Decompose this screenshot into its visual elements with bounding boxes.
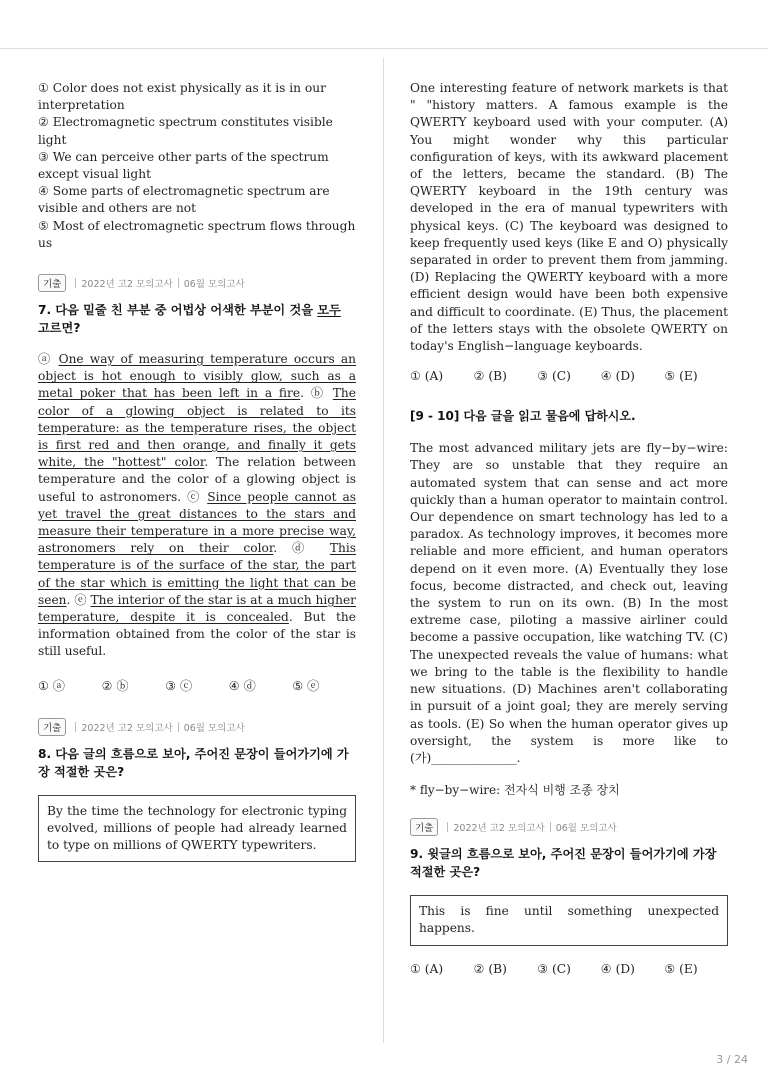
underline-a: One way of measuring temperature occurs an object is hot enough to visibly glow, such as a metal poker that has been left in a fire	[38, 352, 356, 401]
separator	[178, 278, 179, 288]
q9-month: 06월 모의고사	[555, 823, 617, 835]
q9-choice-4[interactable]: ④ (D)	[600, 961, 635, 976]
q7-source-row	[38, 274, 356, 292]
separator	[75, 722, 76, 732]
q7-title-text: 7. 다음 밑줄 친 부분 중 어법상 어색한 부분이 것을	[38, 303, 318, 318]
right-column	[410, 80, 728, 976]
q8-choice-4[interactable]: ④ (D)	[600, 369, 635, 384]
section-title: [9 - 10] 다음 글을 읽고 물음에 답하시오.	[410, 409, 636, 424]
q7-choice-5[interactable]: ⑤ ⓔ	[292, 678, 320, 693]
separator	[550, 822, 551, 832]
q7-answer-choices	[38, 677, 356, 694]
q7-year: 2022년 고2 모의고사	[81, 279, 173, 291]
q7-tag-badge: 기출	[38, 274, 66, 292]
passage-middle: . The relation between temperature and the color of a glowing object is useful to astronomers. ⓒ	[38, 455, 356, 504]
q7-choice-4[interactable]: ④ ⓓ	[228, 678, 256, 693]
mark-d: . ⓓ	[273, 541, 330, 556]
q9-source-row	[410, 818, 728, 836]
q8-year: 2022년 고2 모의고사	[81, 722, 173, 734]
underline-e: The interior of the star is at a much higher temperature, despite it is concealed	[38, 592, 356, 625]
passage-end: . But the information obtained from the color of the star is still useful.	[38, 610, 356, 659]
underline-c: Since people cannot as yet travel the great distances to the stars and measure their temperature in a more precise way, astronomers rely on their color	[38, 489, 356, 556]
q9-answer-choices	[410, 962, 728, 976]
left-column	[38, 80, 356, 862]
separator	[447, 822, 448, 832]
separator	[75, 278, 76, 288]
q9-choice-2[interactable]: ② (B)	[473, 961, 507, 976]
option-5: ⑤ Most of electromagnetic spectrum flows through us	[38, 218, 356, 250]
q9-choice-1[interactable]: ① (A)	[410, 961, 444, 976]
q8-given-sentence-box: By the time the technology for electronic typing evolved, millions of people had already learned to type on millions of QWERTY typewriters.	[38, 795, 356, 863]
previous-question-options	[38, 80, 356, 252]
top-rule	[0, 48, 768, 49]
q7-title-text-end: 고르면?	[38, 321, 81, 336]
q8-title: 8. 다음 글의 흐름으로 보아, 주어진 문장이 들어가기에 가장 적절한 곳은?	[38, 746, 349, 779]
underline-b: The color of a glowing object is related to its temperature: as the temperature rises, the object is first red and then orange, and finally it gets white, the "hottest" color	[38, 386, 356, 470]
q8-tag-badge: 기출	[38, 718, 66, 736]
passage-9-10: The most advanced military jets are fly−by−wire: They are so unstable that they require an automated system that can sense and act more quickly than a human operator to maintain control. Our dependence on smart technology has led to a paradox. As technology improves, it becomes more reliable and more efficient, and human operators depend on it even more. (A) Eventually they lose focus, become distracted, and check out, leaving the system to run on its own. (B) In the most extreme case, piloting a massive airliner could become a passive occupation, like watching TV. (C) The unexpected reveals the value of humans: what we bring to the table is the flexibility to handle new situations. (D) Machines aren't collaborating in pursuit of a joint goal; they are merely serving as tools. (E) So when the human operator gives up oversight, the system is more like to (가)______________.	[410, 441, 728, 765]
mark-b: . ⓑ	[300, 386, 333, 401]
q9-title: 9. 윗글의 흐름으로 보아, 주어진 문장이 들어가기에 가장 적절한 곳은?	[410, 847, 717, 880]
mark-a: ⓐ	[38, 352, 59, 367]
q9-choice-5[interactable]: ⑤ (E)	[664, 961, 698, 976]
option-4: ④ Some parts of electromagnetic spectrum are visible and others are not	[38, 184, 330, 216]
q8-passage: One interesting feature of network markets is that " "history matters. A famous example is the QWERTY keyboard used with your computer. (A) You might wonder why this particular configuration of keys, with its awkward placement of the letters, became the standard. (B) The QWERTY keyboard in the 19th century was developed in the era of manual typewriters with physical keys. (C) The keyboard was designed to keep frequently used keys (like E and O) physically separated in order to prevent them from jamming. (D) Replacing the QWERTY keyboard with a more efficient design would have been both expensive and difficult to coordinate. (E) Thus, the placement of the letters stays with the obsolete QWERTY on today's English−language keyboards.	[410, 81, 728, 354]
q7-choice-2[interactable]: ② ⓑ	[101, 678, 129, 693]
option-1: ① Color does not exist physically as it is in our interpretation	[38, 81, 326, 113]
q8-month: 06월 모의고사	[183, 722, 245, 734]
option-2: ② Electromagnetic spectrum constitutes visible light	[38, 115, 333, 147]
q8-choice-2[interactable]: ② (B)	[473, 369, 507, 384]
underline-d: This temperature is of the surface of the star, the part of the star which is emitting the light that can be seen	[38, 541, 356, 607]
q8-source-row	[38, 718, 356, 736]
q7-title-underlined: 모두	[317, 303, 341, 318]
q7-passage	[38, 351, 356, 661]
option-3: ③ We can perceive other parts of the spectrum except visual light	[38, 149, 329, 182]
q8-answer-choices	[410, 369, 728, 383]
page-number: 3 / 24	[716, 1053, 748, 1066]
q9-given-sentence-box: This is fine until something unexpected happens.	[410, 895, 728, 945]
q9-choice-3[interactable]: ③ (C)	[537, 961, 571, 976]
q9-tag-badge: 기출	[410, 818, 438, 836]
q9-year: 2022년 고2 모의고사	[453, 823, 545, 835]
separator	[178, 722, 179, 732]
q8-choice-3[interactable]: ③ (C)	[537, 369, 571, 384]
q8-choice-1[interactable]: ① (A)	[410, 369, 444, 384]
footnote: * fly−by−wire: 전자식 비행 조종 장치	[410, 783, 620, 798]
q7-title	[38, 301, 356, 337]
mark-e: . ⓔ	[66, 592, 91, 607]
q8-choice-5[interactable]: ⑤ (E)	[664, 369, 698, 384]
q7-month: 06월 모의고사	[183, 279, 245, 291]
q7-choice-3[interactable]: ③ ⓒ	[165, 678, 193, 693]
q7-choice-1[interactable]: ① ⓐ	[38, 678, 65, 693]
column-divider	[383, 58, 384, 1043]
